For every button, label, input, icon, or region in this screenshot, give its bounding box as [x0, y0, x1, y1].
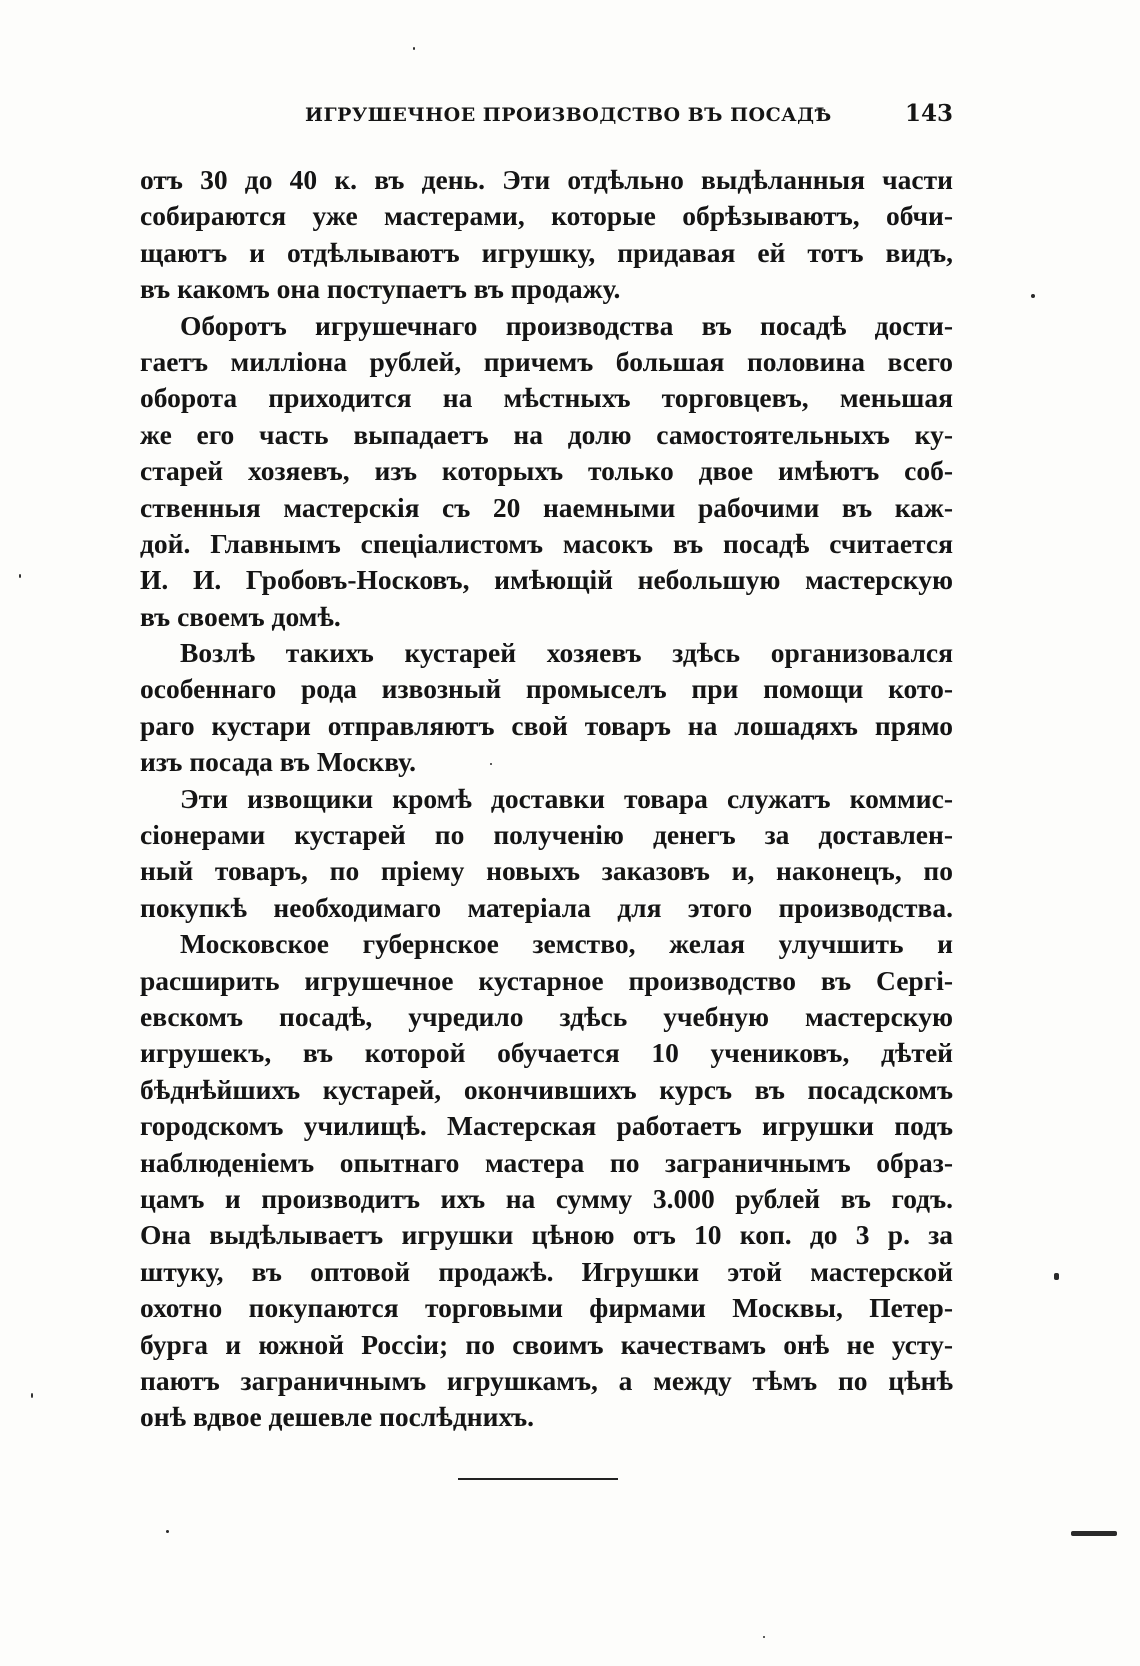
text-line: покупкѣ необходимаго матеріала для этого производства. [140, 891, 953, 923]
text-line: штуку, въ оптовой продажѣ. Игрушки этой мастерской [140, 1255, 953, 1287]
running-title: ИГРУШЕЧНОЕ ПРОИЗВОДСТВО ВЪ ПОСАДѢ [305, 104, 832, 126]
text-line: изъ посада въ Москву. [140, 746, 417, 778]
text-line: расширить игрушечное кустарное производство въ Сергі- [140, 964, 953, 996]
scan-speck [490, 763, 492, 765]
text-line: бурга и южной Россіи; по своимъ качествамъ онѣ не усту- [140, 1328, 953, 1360]
text-line: щаютъ и отдѣлываютъ игрушку, придавая ей тотъ видъ, [140, 236, 953, 268]
body-text [140, 162, 953, 1436]
text-line: Эти извощики кромѣ доставки товара служатъ коммис- [180, 782, 953, 814]
scan-speck [1031, 294, 1035, 298]
scan-speck [1071, 1531, 1117, 1536]
scan-speck [31, 1393, 33, 1398]
text-line: цамъ и производитъ ихъ на сумму 3.000 рублей въ годъ. [140, 1182, 953, 1214]
text-line: онѣ вдвое дешевле послѣднихъ. [140, 1401, 535, 1433]
text-line: сіонерами кустарей по полученію денегъ за доставлен- [140, 819, 953, 851]
text-line: въ какомъ она поступаетъ въ продажу. [140, 273, 621, 305]
text-line: Оборотъ игрушечнаго производства въ посадѣ дости- [180, 309, 953, 341]
text-line: игрушекъ, въ которой обучается 10 учениковъ, дѣтей [140, 1037, 953, 1069]
text-line: же его часть выпадаетъ на долю самостоятельныхъ ку- [140, 418, 953, 450]
text-line: ственныя мастерскія съ 20 наемными рабочими въ каж- [140, 491, 953, 523]
text-line: паютъ заграничнымъ игрушкамъ, а между тѣмъ по цѣнѣ [140, 1364, 953, 1396]
scan-speck [1054, 1273, 1059, 1280]
text-line: И. И. Гробовъ-Носковъ, имѣющій небольшую мастерскую [140, 564, 953, 596]
text-line: Она выдѣлываетъ игрушки цѣною отъ 10 коп. до 3 р. за [140, 1219, 953, 1251]
text-line: старей хозяевъ, изъ которыхъ только двое имѣютъ соб- [140, 455, 953, 487]
page-number: 143 [904, 100, 953, 127]
text-line: особеннаго рода извозный промыселъ при помощи кото- [140, 673, 953, 705]
text-line: наблюденіемъ опытнаго мастера по заграничнымъ образ- [140, 1146, 953, 1178]
scan-speck [19, 574, 21, 578]
text-line: Возлѣ такихъ кустарей хозяевъ здѣсь организовался [180, 637, 953, 669]
scan-speck [763, 1636, 765, 1638]
scan-speck [166, 1530, 169, 1533]
text-line: собираются уже мастерами, которые обрѣзываютъ, обчи- [140, 200, 953, 232]
text-line: дой. Главнымъ спеціалистомъ масокъ въ посадѣ считается [140, 527, 953, 559]
scan-speck [413, 47, 415, 50]
text-line: отъ 30 до 40 к. въ день. Эти отдѣльно выдѣланныя части [140, 164, 953, 195]
running-head [140, 100, 953, 132]
text-line: раго кустари отправляютъ свой товаръ на лошадяхъ прямо [140, 709, 953, 741]
text-line: оборота приходится на мѣстныхъ торговцевъ, меньшая [140, 382, 953, 414]
text-line: евскомъ посадѣ, учредило здѣсь учебную мастерскую [140, 1000, 953, 1032]
text-line: бѣднѣйшихъ кустарей, окончившихъ курсъ въ посадскомъ [140, 1073, 953, 1105]
text-line: гаетъ милліона рублей, причемъ большая половина всего [140, 345, 953, 377]
text-line: охотно покупаются торговыми фирмами Москвы, Петер- [140, 1292, 953, 1324]
end-rule [458, 1478, 618, 1480]
text-line: ный товаръ, по пріему новыхъ заказовъ и, наконецъ, по [140, 855, 953, 887]
text-line: въ своемъ домѣ. [140, 600, 341, 632]
text-line: городскомъ училищѣ. Мастерская работаетъ игрушки подъ [140, 1110, 953, 1142]
text-line: Московское губернское земство, желая улучшить и [180, 928, 953, 960]
